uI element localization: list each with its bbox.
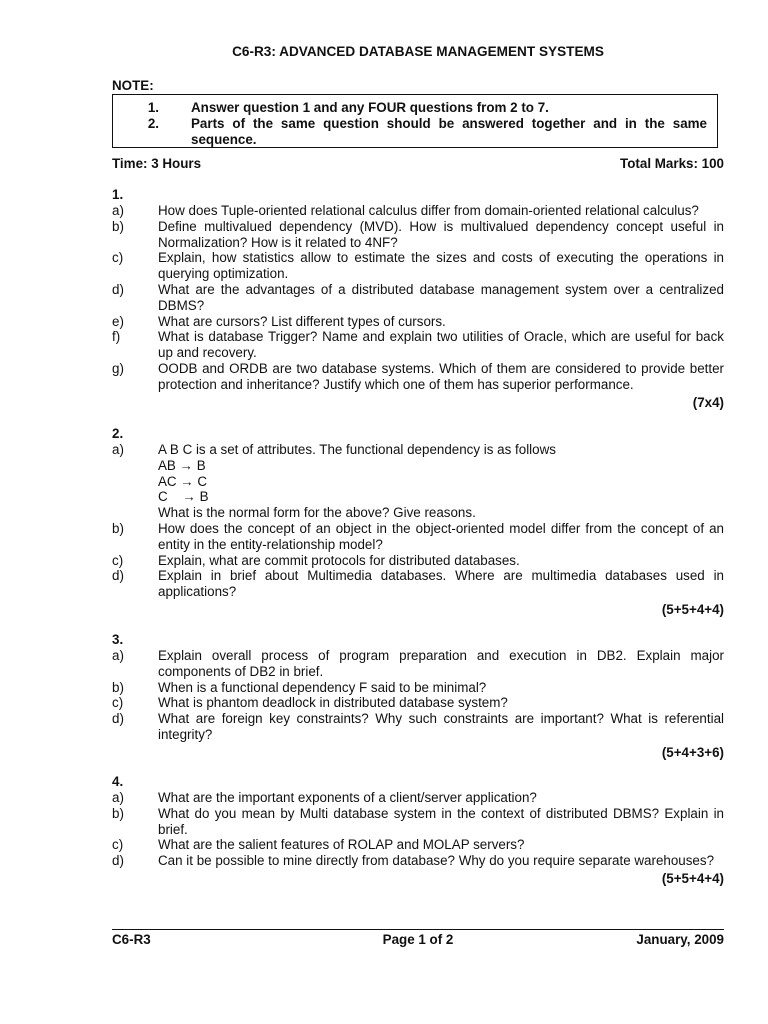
part-text: What are the salient features of ROLAP and MOLAP servers? <box>158 837 525 853</box>
question-part <box>112 680 724 696</box>
question-4 <box>112 774 724 887</box>
note-item-text: Answer question 1 and any FOUR questions from 2 to 7. <box>191 100 549 115</box>
question-marks: (5+5+4+4) <box>661 870 724 886</box>
question-part <box>112 329 724 361</box>
part-label: a) <box>112 442 124 457</box>
part-text: What are the important exponents of a client/server application? <box>158 790 537 805</box>
part-label: d) <box>112 281 124 297</box>
part-text: C → B <box>158 489 209 505</box>
part-label: b) <box>112 520 124 536</box>
question-number: 2. <box>112 426 124 441</box>
part-label: c) <box>112 552 124 568</box>
part-text: What is database Trigger? Name and explain two utilities of Oracle, which are useful for back up and recovery. <box>158 329 724 361</box>
question-part <box>112 442 724 458</box>
question-part <box>112 553 724 569</box>
part-label <box>112 474 158 490</box>
part-label: c) <box>112 250 124 266</box>
footer-divider <box>112 929 724 930</box>
part-text: Define multivalued dependency (MVD). How is multivalued dependency concept useful in Normalization? How is it related to 4NF? <box>158 218 724 250</box>
question-part <box>112 219 724 251</box>
part-label: f) <box>112 329 121 345</box>
part-label: a) <box>112 203 124 218</box>
part-label: e) <box>112 313 124 329</box>
question-marks: (7x4) <box>692 394 724 410</box>
part-label <box>112 489 158 505</box>
question-part <box>112 806 724 838</box>
page-number: Page 1 of 2 <box>382 932 454 947</box>
part-text: What are cursors? List different types of cursors. <box>158 313 446 329</box>
question-part <box>112 711 724 743</box>
part-text: What are the advantages of a distributed database management system over a centralized DBMS? <box>158 281 724 313</box>
question-part <box>112 648 724 680</box>
part-text: Explain overall process of program preparation and execution in DB2. Explain major components of DB2 in brief. <box>158 648 724 679</box>
part-text: What do you mean by Multi database system in the context of distributed DBMS? Explain in brief. <box>158 805 724 837</box>
part-label: c) <box>112 837 124 853</box>
question-1 <box>112 187 724 410</box>
note-item-text: Parts of the same question should be answered together and in the same sequence. <box>191 115 707 147</box>
part-label: d) <box>112 568 124 584</box>
question-part <box>112 505 724 521</box>
note-item-number: 1. <box>147 100 159 115</box>
part-label: a) <box>112 648 124 663</box>
total-marks: Total Marks: 100 <box>620 156 724 171</box>
question-part <box>112 203 724 219</box>
part-label: b) <box>112 805 124 821</box>
question-3 <box>112 632 724 761</box>
page-footer <box>112 932 724 948</box>
part-text: A B C is a set of attributes. The functional dependency is as follows <box>158 442 556 457</box>
part-text: What is the normal form for the above? Give reasons. <box>158 505 476 521</box>
part-label: b) <box>112 218 124 234</box>
question-number: 1. <box>112 187 124 202</box>
part-label: d) <box>112 853 124 869</box>
part-text: Explain, how statistics allow to estimate the sizes and costs of executing the operations in querying optimization. <box>158 250 724 282</box>
part-label <box>112 505 158 521</box>
note-box <box>112 94 718 148</box>
question-part <box>112 361 724 393</box>
note-item <box>113 100 707 116</box>
note-label: NOTE: <box>112 78 154 93</box>
question-part <box>112 790 724 806</box>
question-number: 4. <box>112 774 124 789</box>
time-marks-row <box>112 156 724 172</box>
dependency-line <box>112 458 724 474</box>
question-number: 3. <box>112 632 124 647</box>
part-label: d) <box>112 711 124 727</box>
question-2 <box>112 426 724 618</box>
question-marks: (5+5+4+4) <box>661 601 724 617</box>
question-marks: (5+4+3+6) <box>661 744 724 760</box>
dependency-line <box>112 474 724 490</box>
question-part <box>112 250 724 282</box>
question-part <box>112 837 724 853</box>
footer-code: C6-R3 <box>112 932 151 947</box>
part-text: What is phantom deadlock in distributed database system? <box>158 695 508 711</box>
question-part <box>112 314 724 330</box>
part-label: c) <box>112 695 124 711</box>
time-allowed: Time: 3 Hours <box>112 156 202 171</box>
question-part <box>112 695 724 711</box>
question-part <box>112 853 724 869</box>
part-label: a) <box>112 790 124 805</box>
part-text: Explain, what are commit protocols for distributed databases. <box>158 552 520 568</box>
page-title: C6-R3: ADVANCED DATABASE MANAGEMENT SYSTEMS <box>232 44 604 59</box>
note-item-number: 2. <box>147 115 159 131</box>
question-part <box>112 282 724 314</box>
part-text: Can it be possible to mine directly from database? Why do you require separate warehouses? <box>158 853 715 869</box>
part-text: Explain in brief about Multimedia databases. Where are multimedia databases used in applications? <box>158 568 724 600</box>
part-text: What are foreign key constraints? Why such constraints are important? What is referential integrity? <box>158 711 724 742</box>
question-part <box>112 568 724 600</box>
part-label: b) <box>112 679 124 695</box>
part-label <box>112 458 158 474</box>
part-text: How does Tuple-oriented relational calculus differ from domain-oriented relational calculus? <box>158 203 699 218</box>
question-part <box>112 521 724 553</box>
part-label: g) <box>112 360 124 376</box>
footer-date: January, 2009 <box>636 932 724 947</box>
part-text: AC → C <box>158 473 208 489</box>
dependency-line <box>112 489 724 505</box>
part-text: How does the concept of an object in the object-oriented model differ from the concept of an entity in the entity-relationship model? <box>158 520 724 552</box>
part-text: OODB and ORDB are two database systems. Which of them are considered to provide better protection and inheritance? Justify which one of them has superior performance. <box>158 360 724 392</box>
part-text: When is a functional dependency F said to be minimal? <box>158 679 487 695</box>
note-item <box>113 116 707 148</box>
part-text: AB → B <box>158 457 206 473</box>
